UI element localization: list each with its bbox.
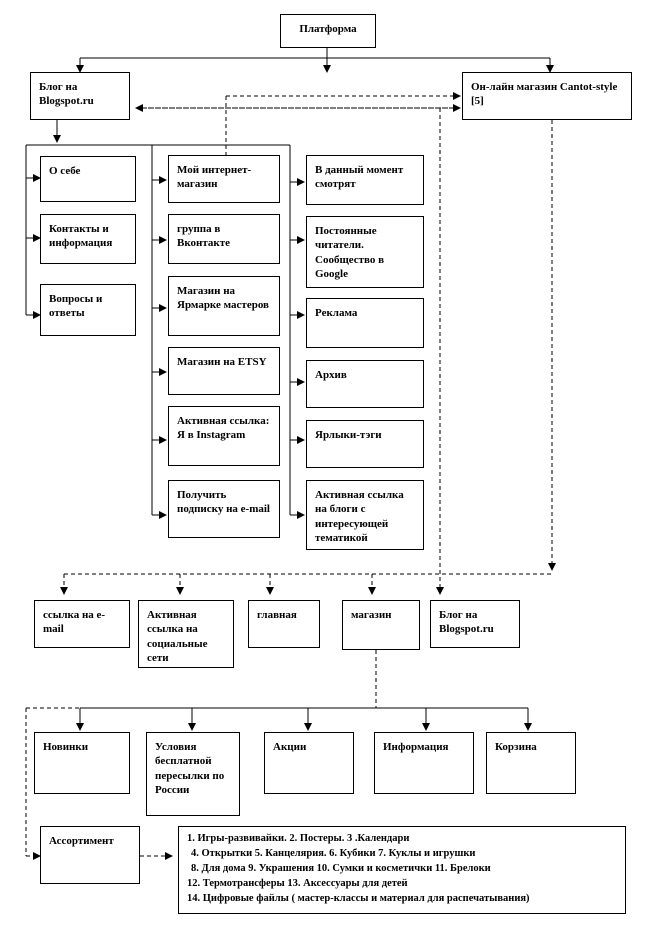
platform-label: Платформа — [299, 23, 357, 35]
section-archive-label: Архив — [315, 369, 347, 381]
section-my-shop-label: Мой интернет-магазин — [177, 164, 252, 191]
assortment-list — [178, 826, 626, 914]
blog-label: Блог на Blogspot.ru — [39, 81, 94, 108]
store-cart — [486, 732, 576, 794]
store-free-shipping-label: Условия бесплатной пересылки по России — [155, 741, 225, 796]
assortment-item: 14. Цифровые файлы ( мастер-классы и материал для распечатывания) — [187, 893, 530, 904]
section-instagram — [168, 406, 280, 466]
shop-blog-link — [430, 600, 520, 648]
assortment-label: Ассортимент — [49, 835, 114, 847]
section-tags-label: Ярлыки-тэги — [315, 429, 382, 441]
assortment-item: 1. Игры-развивайки. 2. Постеры. 3 .Календари — [187, 833, 410, 844]
section-fair-masters — [168, 276, 280, 336]
blog-box — [30, 72, 130, 120]
section-contacts — [40, 214, 136, 264]
assortment-box — [40, 826, 140, 884]
shop-label: Он-лайн магазин Cantot-style [5] — [471, 81, 618, 108]
shop-blog-link-label: Блог на Blogspot.ru — [439, 609, 494, 636]
section-vk-group-label: группа в Вконтакте — [177, 223, 231, 250]
shop-home-label: главная — [257, 609, 297, 621]
section-contacts-label: Контакты и информация — [49, 223, 113, 250]
section-faq — [40, 284, 136, 336]
section-my-shop — [168, 155, 280, 203]
store-new-label: Новинки — [43, 741, 89, 753]
section-fair-masters-label: Магазин на Ярмарке мастеров — [177, 285, 269, 312]
section-blog-links — [306, 480, 424, 550]
section-ads — [306, 298, 424, 348]
section-vk-group — [168, 214, 280, 264]
section-about — [40, 156, 136, 202]
shop-box — [462, 72, 632, 120]
assortment-item: 12. Термотрансферы 13. Аксессуары для детей — [187, 878, 408, 889]
section-email-subscribe — [168, 480, 280, 538]
section-tags — [306, 420, 424, 468]
section-email-subscribe-label: Получить подписку на e-mail — [177, 489, 270, 516]
store-new — [34, 732, 130, 794]
section-etsy — [168, 347, 280, 395]
store-cart-label: Корзина — [495, 741, 537, 753]
store-promotions — [264, 732, 354, 794]
section-instagram-label: Активная ссылка: Я в Instagram — [177, 415, 270, 442]
platform-box — [280, 14, 376, 48]
shop-social-link — [138, 600, 234, 668]
section-now-viewing — [306, 155, 424, 205]
store-info-label: Информация — [383, 741, 449, 753]
shop-home — [248, 600, 320, 648]
assortment-item: 4. Открытки 5. Канцелярия. 6. Кубики 7. Куклы и игрушки — [191, 848, 476, 859]
section-ads-label: Реклама — [315, 307, 358, 319]
section-followers-label: Постоянные читатели. Сообщество в Google — [315, 225, 385, 280]
shop-store — [342, 600, 420, 650]
store-promotions-label: Акции — [273, 741, 307, 753]
section-etsy-label: Магазин на ETSY — [177, 356, 267, 368]
section-archive — [306, 360, 424, 408]
shop-store-label: магазин — [351, 609, 392, 621]
section-now-viewing-label: В данный момент смотрят — [315, 164, 404, 191]
store-free-shipping — [146, 732, 240, 816]
section-faq-label: Вопросы и ответы — [49, 293, 103, 320]
section-about-label: О себе — [49, 165, 81, 177]
store-info — [374, 732, 474, 794]
shop-social-link-label: Активная ссылка на социальные сети — [147, 609, 208, 664]
section-blog-links-label: Активная ссылка на блоги с интересующей тематикой — [315, 489, 404, 544]
shop-email-link-label: ссылка на e-mail — [43, 609, 106, 636]
section-followers — [306, 216, 424, 288]
shop-email-link — [34, 600, 130, 648]
assortment-item: 8. Для дома 9. Украшения 10. Сумки и косметички 11. Брелоки — [191, 863, 491, 874]
